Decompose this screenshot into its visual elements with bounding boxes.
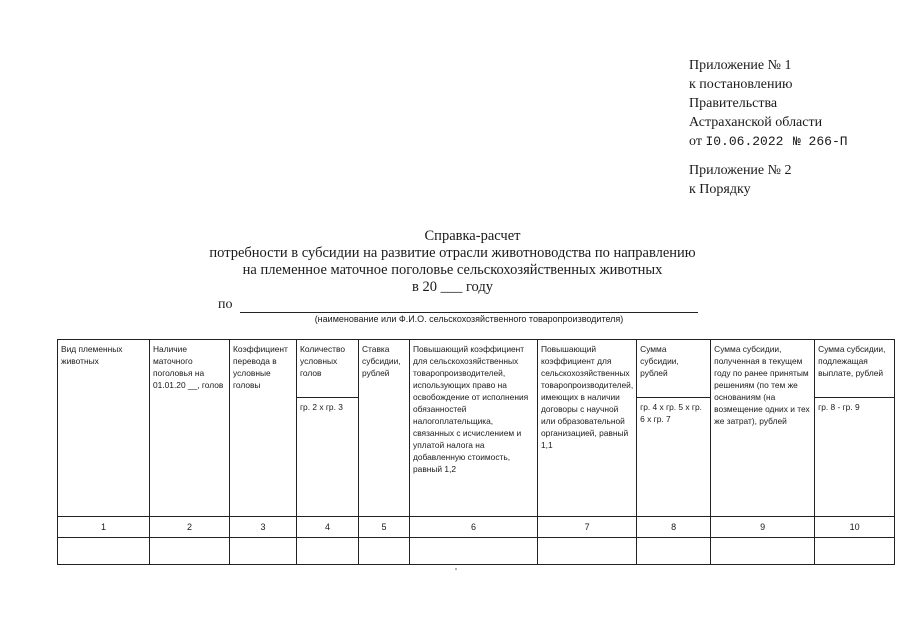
header-cell-7 [538, 340, 637, 517]
column-number: 3 [230, 517, 297, 538]
header-text-10: Сумма субсидии, подлежащая выплате, рублей [815, 340, 894, 398]
po-label: по [218, 297, 233, 312]
header-text-3: Коэффициент перевода в условные головы [233, 344, 288, 390]
appendix-block [689, 56, 848, 199]
title-line-3: на племенное маточное поголовье сельскохозяйственных животных [242, 262, 663, 278]
data-cell[interactable] [711, 538, 815, 565]
po-caption: (наименование или Ф.И.О. сельскохозяйственного товаропроизводителя) [314, 314, 624, 324]
data-cell[interactable] [150, 538, 230, 565]
header-cell-8 [637, 340, 711, 517]
data-cell[interactable] [815, 538, 895, 565]
column-number-row [58, 517, 895, 538]
header-cell-4 [297, 340, 359, 517]
header-cell-5 [359, 340, 410, 517]
data-cell[interactable] [230, 538, 297, 565]
column-number: 7 [538, 517, 637, 538]
header-cell-3 [230, 340, 297, 517]
column-number: 1 [58, 517, 150, 538]
header-text-1: Вид племенных животных [61, 344, 123, 366]
header-cell-1 [58, 340, 150, 517]
data-cell[interactable] [297, 538, 359, 565]
scan-speck [455, 568, 457, 570]
header-cell-6 [410, 340, 538, 517]
header-text-5: Ставка субсидии, рублей [362, 344, 401, 378]
appendix-line-6: Приложение № 2 [689, 163, 792, 178]
data-row [58, 538, 895, 565]
data-cell[interactable] [538, 538, 637, 565]
appendix-date: I0.06.2022 [705, 134, 784, 149]
appendix-line-7: к Порядку [689, 182, 751, 197]
column-number: 2 [150, 517, 230, 538]
title-line-1: Справка-расчет [424, 228, 521, 244]
column-number: 5 [359, 517, 410, 538]
column-number: 9 [711, 517, 815, 538]
column-number: 4 [297, 517, 359, 538]
header-row [58, 340, 895, 517]
document-title [0, 228, 905, 296]
column-number: 8 [637, 517, 711, 538]
data-cell[interactable] [637, 538, 711, 565]
data-cell[interactable] [58, 538, 150, 565]
column-number: 10 [815, 517, 895, 538]
appendix-line-3: Правительства [689, 96, 778, 111]
header-text-7: Повышающий коэффициент для сельскохозяйственных товаропроизводителей, имеющих в наличии договоры с научной или образовательной организацией, равный 1,1 [541, 344, 634, 450]
header-text-9: Сумма субсидии, полученная в текущем году по ранее принятым решениям (по тем же основаниям (на возмещение одних и тех же затрат), рублей [714, 344, 810, 426]
po-fill-line [240, 312, 698, 313]
calculation-table [57, 339, 895, 565]
column-number: 6 [410, 517, 538, 538]
header-formula-10: гр. 8 - гр. 9 [818, 402, 860, 412]
header-cell-10 [815, 340, 895, 517]
appendix-line-1: Приложение № 1 [689, 58, 792, 73]
appendix-line-2: к постановлению [689, 77, 793, 92]
data-cell[interactable] [359, 538, 410, 565]
header-cell-2 [150, 340, 230, 517]
header-text-2: Наличие маточного поголовья на 01.01.20 __, голов [153, 344, 224, 390]
header-text-6: Повышающий коэффициент для сельскохозяйственных товаропроизводителей, использующих право на освобождение от исполнения обязанностей налогоплательщика, связанных с исчислением и уплатой налога на добавленную стоимость, равный 1,2 [413, 344, 529, 474]
appendix-date-prefix: от [689, 134, 702, 149]
header-cell-9 [711, 340, 815, 517]
header-text-8: Сумма субсидии, рублей [637, 340, 710, 398]
header-formula-8: гр. 4 х гр. 5 х гр. 6 х гр. 7 [640, 402, 702, 424]
appendix-number: № 266-П [792, 134, 848, 149]
title-line-4: в 20 ___ году [411, 279, 494, 295]
appendix-date-line [689, 132, 848, 151]
data-cell[interactable] [410, 538, 538, 565]
header-formula-4: гр. 2 х гр. 3 [300, 402, 343, 412]
header-text-4: Количество условных голов [297, 340, 358, 398]
appendix-line-4: Астраханской области [689, 115, 823, 130]
title-line-2: потребности в субсидии на развитие отрасли животноводства по направлению [209, 245, 696, 261]
